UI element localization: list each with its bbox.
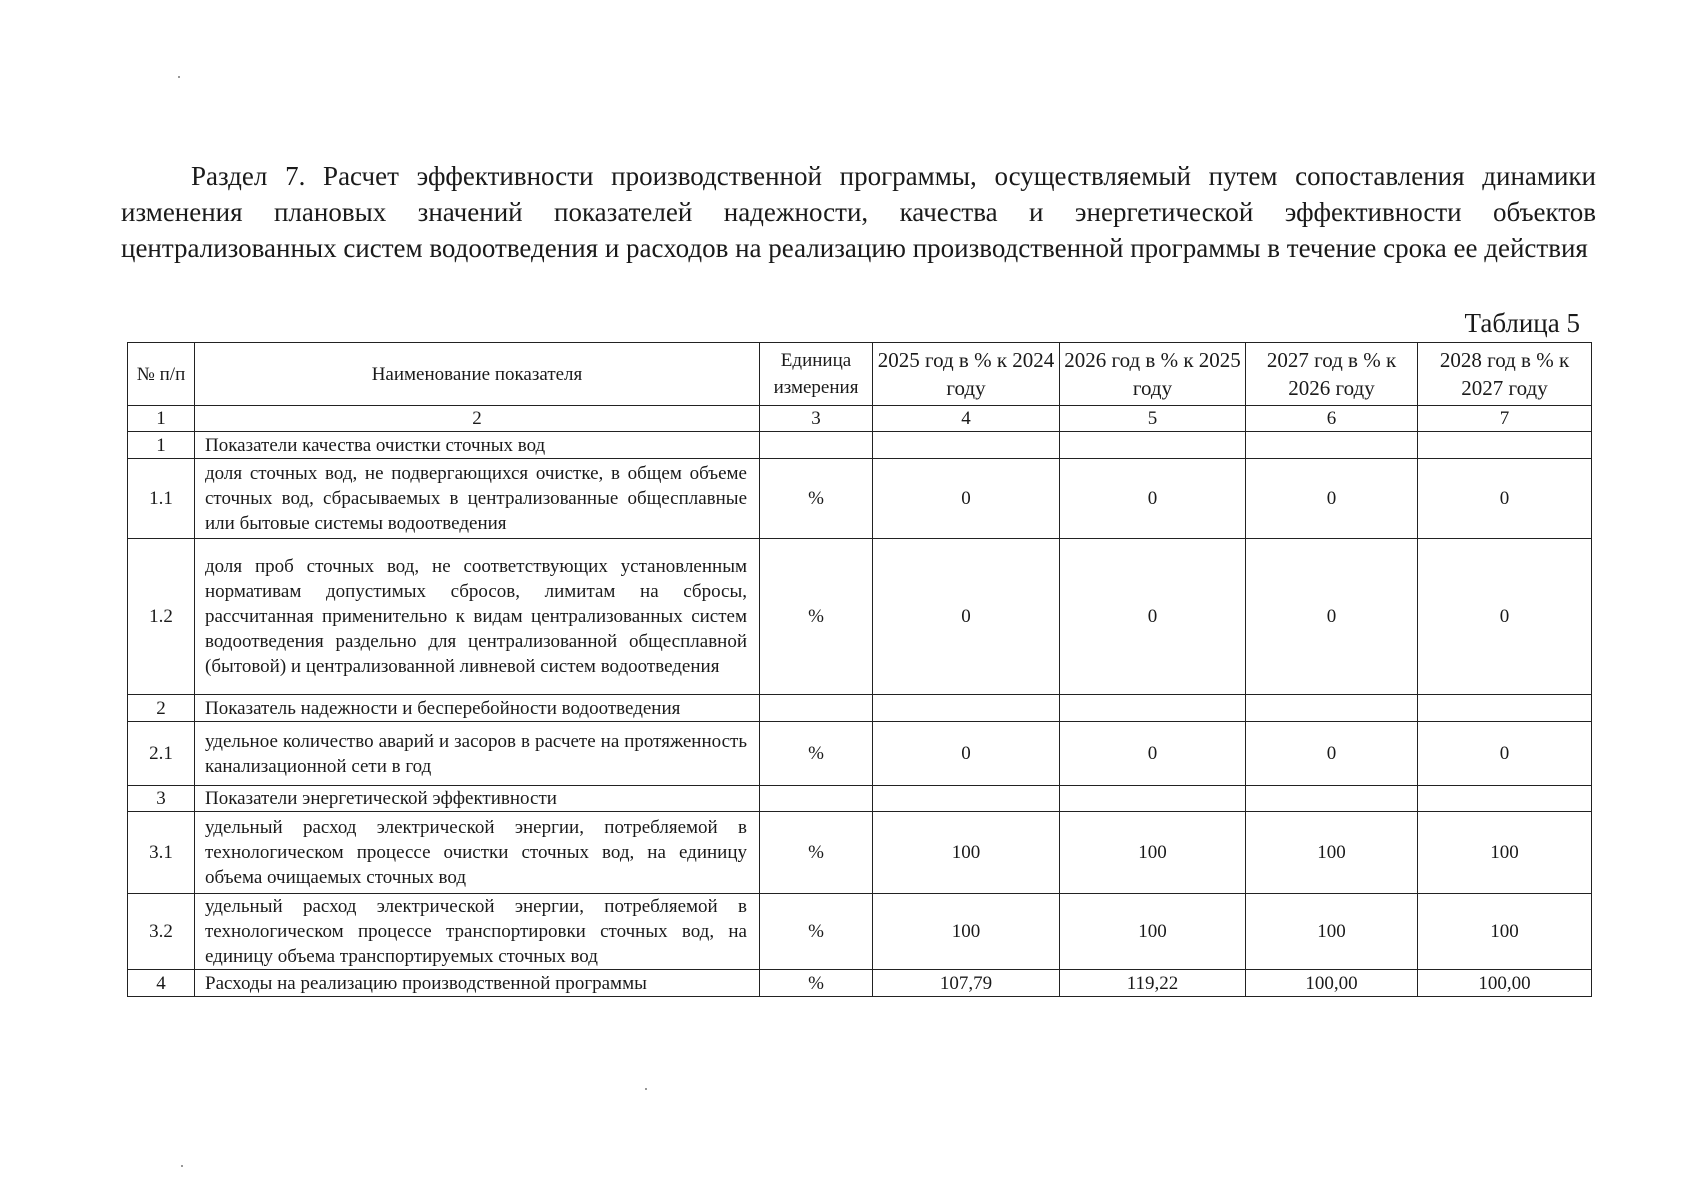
col-number: 4: [873, 406, 1060, 432]
row-value-2025: [873, 695, 1060, 722]
row-value-2028: 100: [1418, 812, 1592, 894]
row-value-2027: 100: [1246, 812, 1418, 894]
row-value-2027: 0: [1246, 539, 1418, 695]
row-num: 1: [128, 432, 195, 459]
col-number: 6: [1246, 406, 1418, 432]
row-unit: %: [760, 459, 873, 539]
row-value-2025: [873, 786, 1060, 812]
row-value-2027: 0: [1246, 459, 1418, 539]
table-row: [128, 695, 1592, 722]
table-row: [128, 812, 1592, 894]
row-unit: %: [760, 970, 873, 997]
row-num: 1.1: [128, 459, 195, 539]
col-number: 7: [1418, 406, 1592, 432]
row-value-2026: 100: [1060, 894, 1246, 970]
row-value-2025: 0: [873, 539, 1060, 695]
row-value-2028: 0: [1418, 539, 1592, 695]
row-value-2027: 0: [1246, 722, 1418, 786]
row-unit: %: [760, 894, 873, 970]
row-name: удельный расход электрической энергии, потребляемой в технологическом процессе транспортировки сточных вод, на единицу объема транспортируемых сточных вод: [195, 894, 760, 970]
row-value-2025: 100: [873, 894, 1060, 970]
header-unit: Единица измерения: [760, 343, 873, 406]
scan-speck: [178, 76, 180, 78]
row-value-2025: 107,79: [873, 970, 1060, 997]
row-name: доля сточных вод, не подвергающихся очистке, в общем объеме сточных вод, сбрасываемых в централизованные общесплавные или бытовые системы водоотведения: [195, 459, 760, 539]
col-number: 1: [128, 406, 195, 432]
row-value-2027: [1246, 695, 1418, 722]
row-value-2028: 0: [1418, 459, 1592, 539]
row-num: 3.2: [128, 894, 195, 970]
column-number-row: [128, 406, 1592, 432]
row-num: 3.1: [128, 812, 195, 894]
row-value-2027: 100: [1246, 894, 1418, 970]
row-value-2025: 100: [873, 812, 1060, 894]
header-2028: 2028 год в % к 2027 году: [1418, 343, 1592, 406]
scan-speck: [645, 1088, 647, 1090]
row-value-2025: 0: [873, 459, 1060, 539]
section-heading: Раздел 7. Расчет эффективности производственной программы, осуществляемый путем сопоставления динамики изменения плановых значений показателей надежности, качества и энергетической эффективности объектов централизованных систем водоотведения и расходов на реализацию производственной программы в течение срока ее действия: [121, 161, 1596, 263]
table-row: [128, 786, 1592, 812]
header-2026: 2026 год в % к 2025 году: [1060, 343, 1246, 406]
row-name: доля проб сточных вод, не соответствующих установленным нормативам допустимых сбросов, лимитам на сбросы, рассчитанная применительно к видам централизованных систем водоотведения раздельно для централизованной общесплавной (бытовой) и централизованной ливневой систем водоотведения: [195, 539, 760, 695]
col-number: 3: [760, 406, 873, 432]
col-number: 2: [195, 406, 760, 432]
row-unit: %: [760, 722, 873, 786]
row-value-2026: 0: [1060, 722, 1246, 786]
header-name: Наименование показателя: [195, 343, 760, 406]
row-value-2026: [1060, 786, 1246, 812]
row-value-2027: [1246, 786, 1418, 812]
table-row: [128, 722, 1592, 786]
row-unit: %: [760, 539, 873, 695]
row-value-2028: 100: [1418, 894, 1592, 970]
row-num: 2.1: [128, 722, 195, 786]
col-number: 5: [1060, 406, 1246, 432]
row-unit: [760, 786, 873, 812]
row-unit: %: [760, 812, 873, 894]
row-value-2025: [873, 432, 1060, 459]
header-2025: 2025 год в % к 2024 году: [873, 343, 1060, 406]
table-row: [128, 539, 1592, 695]
header-2027: 2027 год в % к 2026 году: [1246, 343, 1418, 406]
row-name: Показатель надежности и бесперебойности водоотведения: [195, 695, 760, 722]
row-num: 4: [128, 970, 195, 997]
row-value-2028: [1418, 695, 1592, 722]
row-value-2028: [1418, 786, 1592, 812]
row-value-2028: 0: [1418, 722, 1592, 786]
row-num: 1.2: [128, 539, 195, 695]
scan-speck: [181, 1165, 183, 1167]
row-value-2026: [1060, 695, 1246, 722]
table-row: [128, 459, 1592, 539]
row-value-2026: 100: [1060, 812, 1246, 894]
row-name: Показатели качества очистки сточных вод: [195, 432, 760, 459]
table-header-row: [128, 343, 1592, 406]
row-value-2026: 119,22: [1060, 970, 1246, 997]
row-num: 3: [128, 786, 195, 812]
row-value-2028: [1418, 432, 1592, 459]
row-value-2026: 0: [1060, 539, 1246, 695]
header-num: № п/п: [128, 343, 195, 406]
row-value-2025: 0: [873, 722, 1060, 786]
row-value-2027: 100,00: [1246, 970, 1418, 997]
efficiency-table: [127, 342, 1592, 997]
table-caption: Таблица 5: [1464, 308, 1580, 338]
row-num: 2: [128, 695, 195, 722]
row-value-2028: 100,00: [1418, 970, 1592, 997]
row-unit: [760, 432, 873, 459]
table-row: [128, 970, 1592, 997]
row-name: Показатели энергетической эффективности: [195, 786, 760, 812]
row-value-2026: 0: [1060, 459, 1246, 539]
table-row: [128, 894, 1592, 970]
row-name: Расходы на реализацию производственной программы: [195, 970, 760, 997]
row-name: удельный расход электрической энергии, потребляемой в технологическом процессе очистки сточных вод, на единицу объема очищаемых сточных вод: [195, 812, 760, 894]
row-value-2026: [1060, 432, 1246, 459]
row-name: удельное количество аварий и засоров в расчете на протяженность канализационной сети в год: [195, 722, 760, 786]
row-value-2027: [1246, 432, 1418, 459]
table-row: [128, 432, 1592, 459]
row-unit: [760, 695, 873, 722]
